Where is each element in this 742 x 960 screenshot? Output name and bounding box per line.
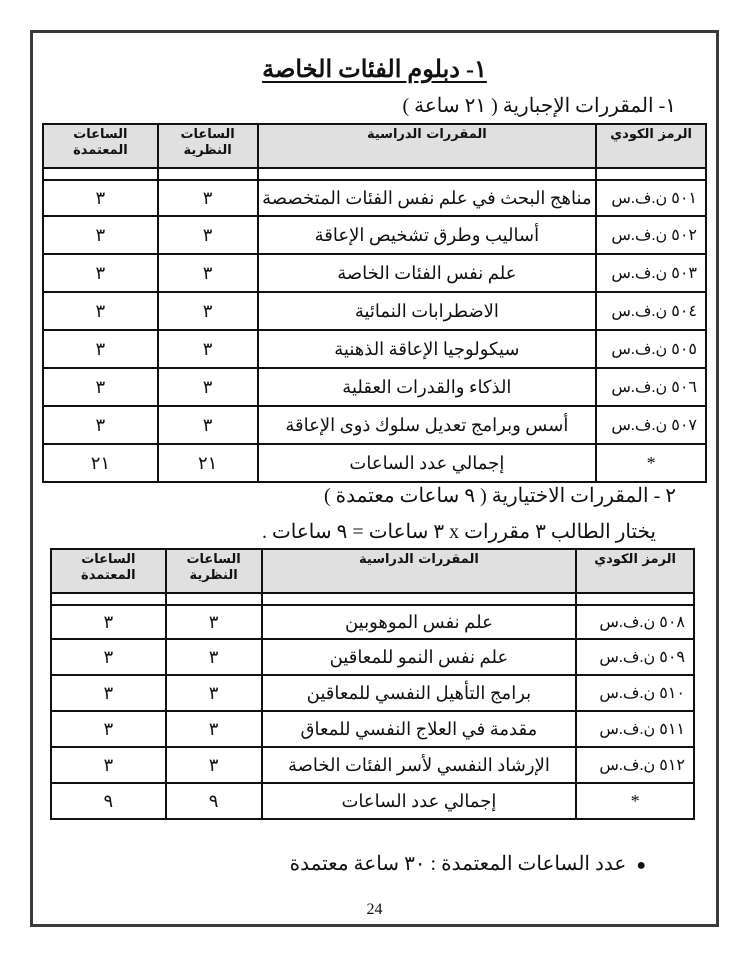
table-row bbox=[51, 675, 694, 711]
course-code: ٥١٠ ن.ف.س bbox=[576, 675, 694, 711]
total-label: إجمالي عدد الساعات bbox=[258, 444, 597, 482]
table-row bbox=[43, 292, 706, 330]
theory-hours: ٣ bbox=[158, 406, 258, 444]
course-code: ٥١٢ ن.ف.س bbox=[576, 747, 694, 783]
course-code: ٥٠٣ ن.ف.س bbox=[596, 254, 706, 292]
total-code-mark: * bbox=[576, 783, 694, 819]
summary-text: عدد الساعات المعتمدة : ٣٠ ساعة معتمدة bbox=[289, 853, 627, 875]
section1-heading: ١- المقررات الإجبارية ( ٢١ ساعة ) bbox=[402, 95, 676, 117]
theory-hours: ٣ bbox=[166, 675, 262, 711]
course-code: ٥٠١ ن.ف.س bbox=[596, 180, 706, 216]
header-course: المقررات الدراسية bbox=[262, 549, 577, 593]
document-title: ١- دبلوم الفئات الخاصة bbox=[262, 57, 487, 83]
course-name: الاضطرابات النمائية bbox=[258, 292, 597, 330]
course-name: برامج التأهيل النفسي للمعاقين bbox=[262, 675, 577, 711]
table-row bbox=[43, 216, 706, 254]
table-spacer-row bbox=[51, 593, 694, 605]
table-header-row bbox=[51, 549, 694, 593]
course-code: ٥٠٥ ن.ف.س bbox=[596, 330, 706, 368]
theory-hours: ٣ bbox=[158, 180, 258, 216]
total-code-mark: * bbox=[596, 444, 706, 482]
selection-instruction: يختار الطالب ٣ مقررات x ٣ ساعات = ٩ ساعات . bbox=[261, 521, 656, 543]
total-credit-hours: ٢١ bbox=[43, 444, 158, 482]
course-name: علم نفس النمو للمعاقين bbox=[262, 639, 577, 675]
course-name: أسس وبرامج تعديل سلوك ذوى الإعاقة bbox=[258, 406, 597, 444]
course-name: علم نفس الفئات الخاصة bbox=[258, 254, 597, 292]
theory-hours: ٣ bbox=[166, 639, 262, 675]
course-name: مناهج البحث في علم نفس الفئات المتخصصة bbox=[258, 180, 597, 216]
course-code: ٥٠٢ ن.ف.س bbox=[596, 216, 706, 254]
table-total-row bbox=[51, 783, 694, 819]
compulsory-courses-table bbox=[42, 123, 707, 483]
table-row bbox=[51, 605, 694, 639]
credit-hours: ٣ bbox=[51, 711, 166, 747]
course-code: ٥٠٤ ن.ف.س bbox=[596, 292, 706, 330]
theory-hours: ٣ bbox=[166, 747, 262, 783]
table-row bbox=[43, 406, 706, 444]
table-row bbox=[51, 711, 694, 747]
course-name: الذكاء والقدرات العقلية bbox=[258, 368, 597, 406]
theory-hours: ٣ bbox=[166, 711, 262, 747]
header-code: الرمز الكودي bbox=[596, 124, 706, 168]
total-theory-hours: ٢١ bbox=[158, 444, 258, 482]
credit-hours: ٣ bbox=[43, 292, 158, 330]
course-code: ٥٠٦ ن.ف.س bbox=[596, 368, 706, 406]
course-code: ٥٠٩ ن.ف.س bbox=[576, 639, 694, 675]
course-name: علم نفس الموهوبين bbox=[262, 605, 577, 639]
course-code: ٥٠٨ ن.ف.س bbox=[576, 605, 694, 639]
credit-hours: ٣ bbox=[43, 216, 158, 254]
total-theory-hours: ٩ bbox=[166, 783, 262, 819]
course-code: ٥١١ ن.ف.س bbox=[576, 711, 694, 747]
table-row bbox=[43, 254, 706, 292]
theory-hours: ٣ bbox=[166, 605, 262, 639]
table-row bbox=[51, 639, 694, 675]
elective-courses-table bbox=[50, 548, 695, 820]
theory-hours: ٣ bbox=[158, 254, 258, 292]
course-name: سيكولوجيا الإعاقة الذهنية bbox=[258, 330, 597, 368]
header-code: الرمز الكودي bbox=[576, 549, 694, 593]
credit-hours: ٣ bbox=[51, 675, 166, 711]
theory-hours: ٣ bbox=[158, 216, 258, 254]
course-name: الإرشاد النفسي لأسر الفئات الخاصة bbox=[262, 747, 577, 783]
table-total-row bbox=[43, 444, 706, 482]
credit-hours: ٣ bbox=[51, 605, 166, 639]
credit-hours: ٣ bbox=[43, 368, 158, 406]
course-code: ٥٠٧ ن.ف.س bbox=[596, 406, 706, 444]
page-number: 24 bbox=[366, 901, 383, 918]
credit-hours: ٣ bbox=[43, 330, 158, 368]
course-name: مقدمة في العلاج النفسي للمعاق bbox=[262, 711, 577, 747]
header-credit: الساعات المعتمدة bbox=[51, 549, 166, 593]
credit-hours: ٣ bbox=[43, 406, 158, 444]
header-credit: الساعات المعتمدة bbox=[43, 124, 158, 168]
theory-hours: ٣ bbox=[158, 368, 258, 406]
header-theory: الساعات النظرية bbox=[158, 124, 258, 168]
total-credit-hours: ٩ bbox=[51, 783, 166, 819]
table-row bbox=[43, 180, 706, 216]
table-row bbox=[51, 747, 694, 783]
theory-hours: ٣ bbox=[158, 292, 258, 330]
table-row bbox=[43, 330, 706, 368]
total-label: إجمالي عدد الساعات bbox=[262, 783, 577, 819]
total-credits-summary bbox=[290, 851, 646, 876]
course-name: أساليب وطرق تشخيص الإعاقة bbox=[258, 216, 597, 254]
section2-heading: ٢ - المقررات الاختيارية ( ٩ ساعات معتمدة ) bbox=[324, 485, 676, 507]
credit-hours: ٣ bbox=[43, 254, 158, 292]
credit-hours: ٣ bbox=[43, 180, 158, 216]
credit-hours: ٣ bbox=[51, 747, 166, 783]
credit-hours: ٣ bbox=[51, 639, 166, 675]
header-course: المقررات الدراسية bbox=[258, 124, 597, 168]
theory-hours: ٣ bbox=[158, 330, 258, 368]
table-header-row bbox=[43, 124, 706, 168]
bullet-icon: ● bbox=[636, 857, 646, 874]
table-spacer-row bbox=[43, 168, 706, 180]
page-frame bbox=[30, 30, 719, 927]
header-theory: الساعات النظرية bbox=[166, 549, 262, 593]
table-row bbox=[43, 368, 706, 406]
